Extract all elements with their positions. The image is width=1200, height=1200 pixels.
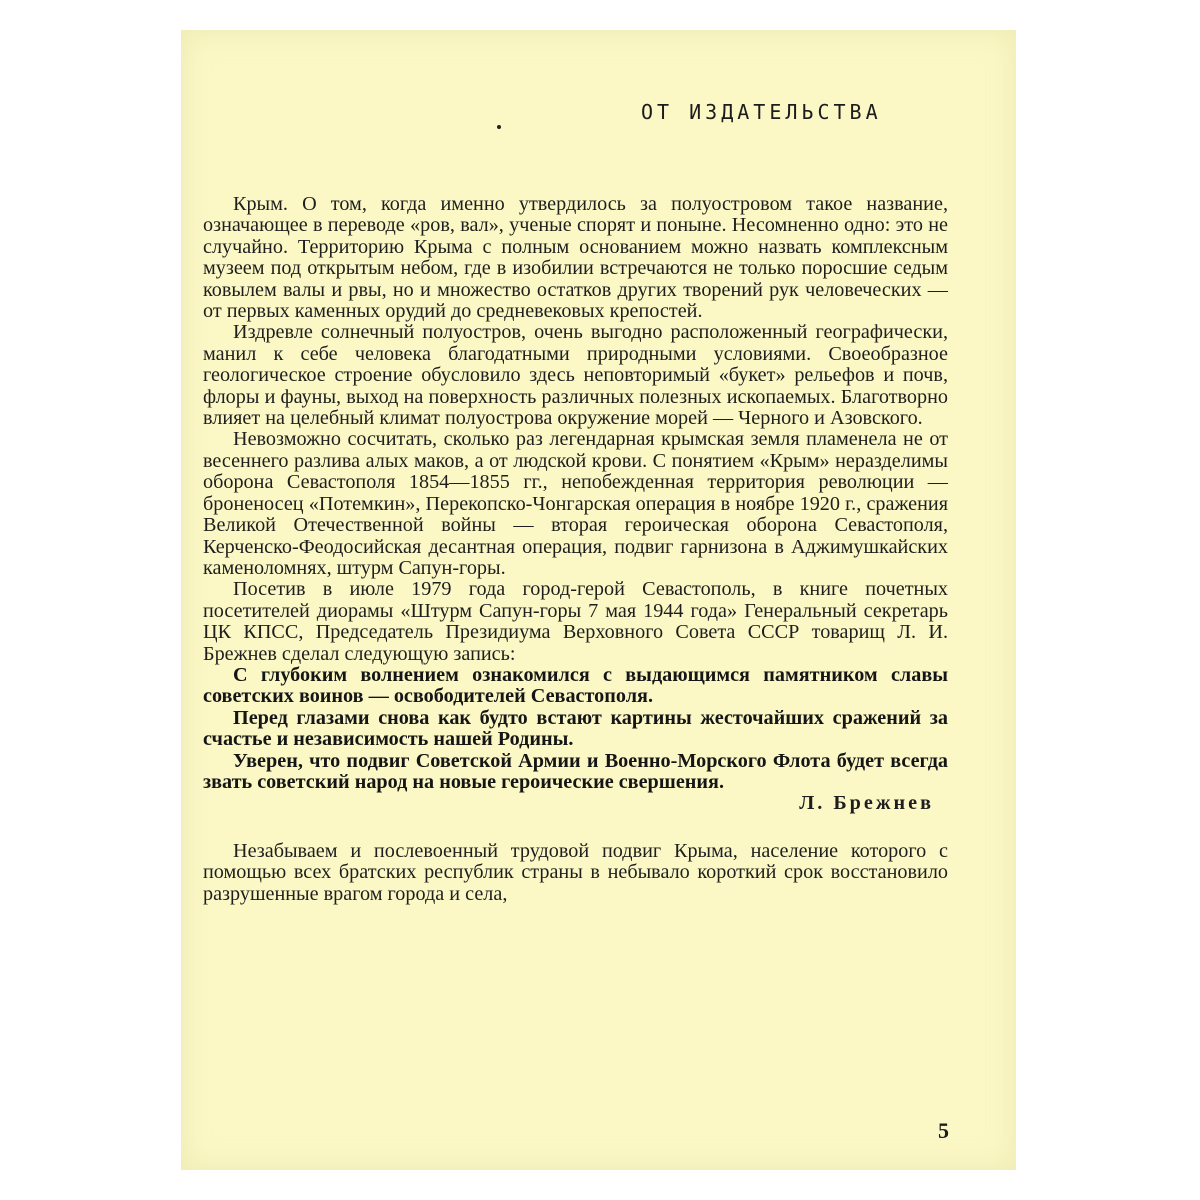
quote-line-2: Перед глазами снова как будто встают картины жесточайших сражений за счастье и независимость нашей Родины. [203,706,948,751]
signature: Л. Брежнев [799,792,934,815]
paragraph-postwar: Незабываем и послевоенный трудовой подвиг Крыма, население которого с помощью всех братских республик страны в небывало короткий срок восстановило разрушенные врагом города и села, [203,839,948,905]
paragraph-crimea-name: Крым. О том, когда именно утвердилось за полуостровом такое название, означающее в переводе «ров, вал», ученые спорят и поныне. Несомненно одно: это не случайно. Территорию Крыма с полным основанием можно назвать комплексным музеем под открытым небом, где в изобилии встречаются не только поросшие седым ковылем валы и рвы, но и множество остатков других творений рук человеческих — от первых каменных орудий до средневековых крепостей. [203,193,948,323]
section-heading: ОТ ИЗДАТЕЛЬСТВА [641,100,882,124]
print-speck [497,125,501,129]
paragraph-peninsula-nature: Издревле солнечный полуостров, очень выгодно расположенный географически, манил к себе человека благодатными природными условиями. Своеобразное геологическое строение обусловило здесь неповторимый «букет» рельефов и почв, флоры и фауны, выход на поверхность различных полезных ископаемых. Благотворно влияет на целебный климат полуострова окружение морей — Черного и Азовского. [203,321,948,430]
quote-line-3: Уверен, что подвиг Советской Армии и Военно-Морского Флота будет всегда звать советский народ на новые героические свершения. [203,749,948,793]
quote-line-1: С глубоким волнением ознакомился с выдающимся памятником славы советских воинов — освободителей Севастополя. [203,663,948,708]
paragraph-visit: Посетив в июле 1979 года город-герой Севастополь, в книге почетных посетителей диорамы «Штурм Сапун-горы 7 мая 1944 года» Генеральный секретарь ЦК КПСС, Председатель Президиума Верховного Совета СССР товарищ Л. И. Брежнев сделал следующую запись: [203,578,948,665]
book-page [181,30,1016,1170]
page-number: 5 [938,1118,949,1143]
paragraph-history: Невозможно сосчитать, сколько раз легендарная крымская земля пламенела не от весеннего разлива алых маков, а от людской крови. С понятием «Крым» неразделимы оборона Севастополя 1854—1855 гг., непобежденная территория революции — броненосец «Потемкин», Перекопско-Чонгарская операция в ноябре 1920 г., сражения Великой Отечественной войны — вторая героическая оборона Севастополя, Керченско-Феодосийская десантная операция, подвиг гарнизона в Аджимушкайских каменоломнях, штурм Сапун-горы. [203,428,948,579]
body-text [203,194,948,905]
